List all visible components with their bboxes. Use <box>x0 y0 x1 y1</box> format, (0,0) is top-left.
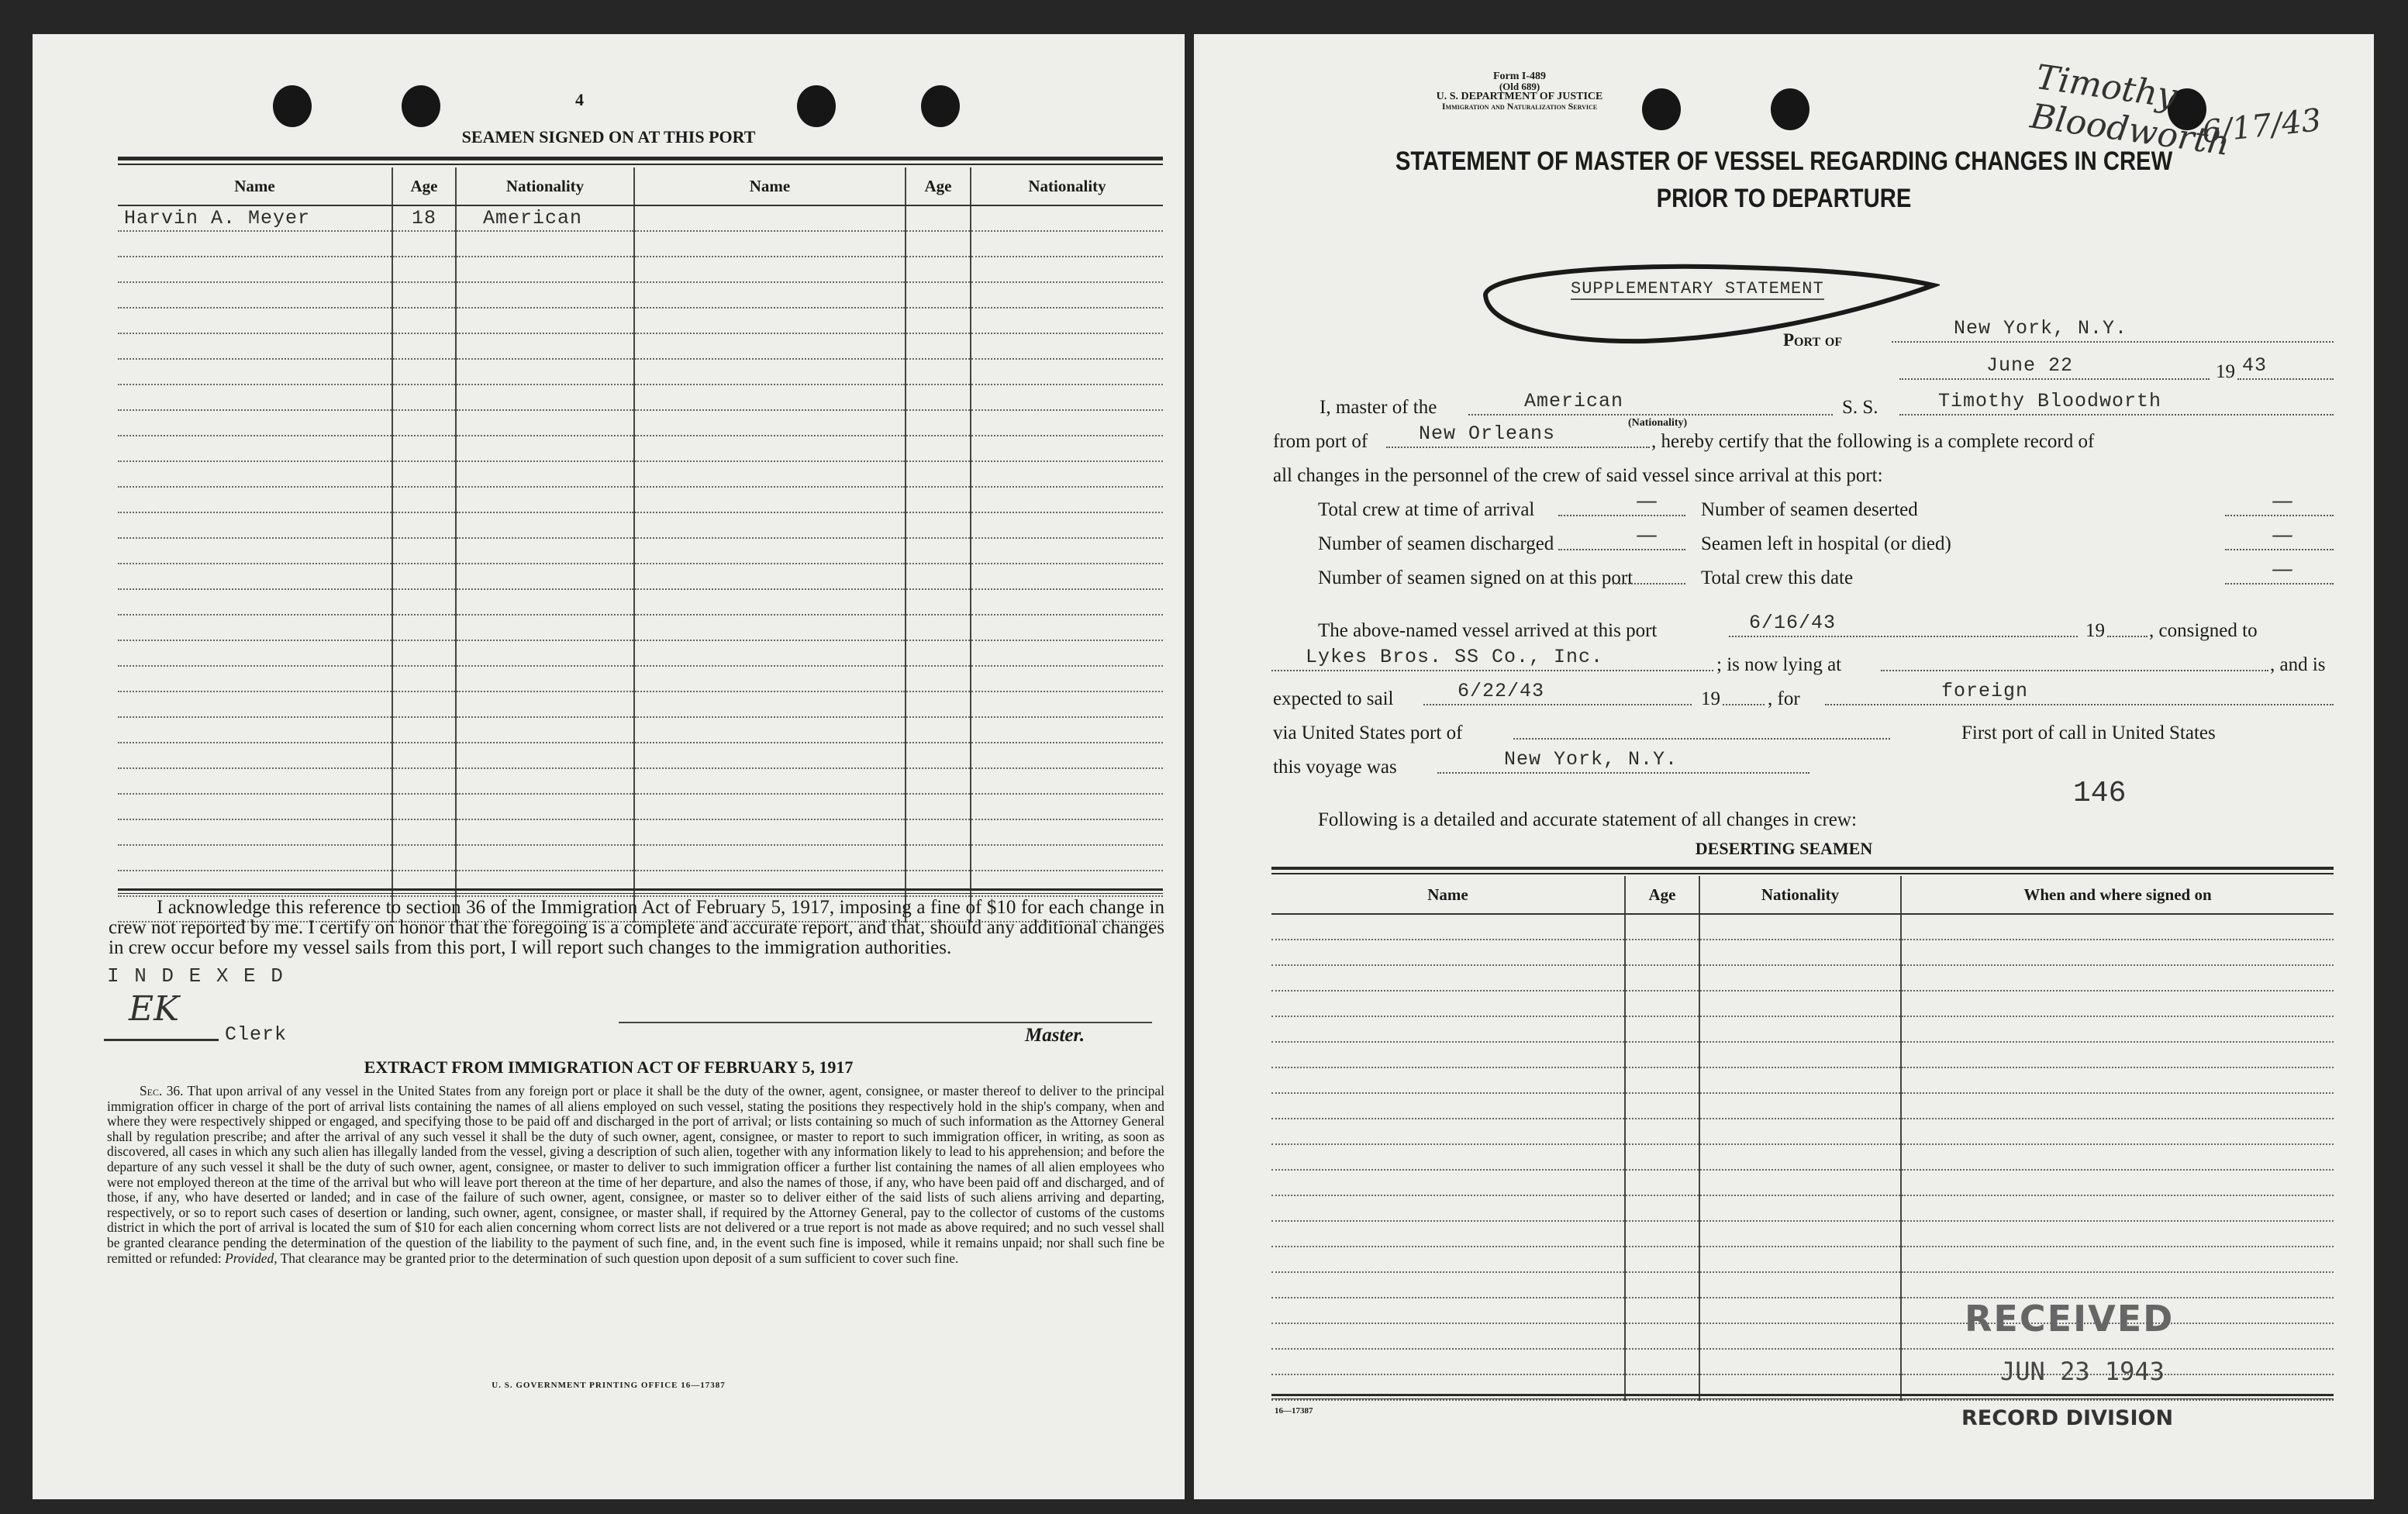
table-row <box>118 461 1163 487</box>
year-field <box>2237 355 2334 380</box>
form-title-line1: STATEMENT OF MASTER OF VESSEL REGARDING CHANGES IN CREW <box>1395 147 2173 176</box>
table-row <box>118 768 1163 794</box>
ship-name: Timothy Bloodworth <box>1938 390 2162 412</box>
nationality-field <box>1468 391 1833 416</box>
table-row <box>1271 1093 2334 1119</box>
count-stamp: 146 <box>2073 777 2127 810</box>
table-row <box>118 487 1163 512</box>
column-header-nationality: Nationality <box>456 167 634 205</box>
count-value: — <box>2272 556 2293 581</box>
port-value: New York, N.Y. <box>1954 317 2128 340</box>
table-row <box>118 538 1163 564</box>
destination-field <box>1825 681 2334 705</box>
section-label: Sec. 36. <box>140 1083 184 1098</box>
table-row <box>1271 1067 2334 1093</box>
table-row <box>1271 1298 2334 1323</box>
master-signature-line <box>619 1022 1152 1023</box>
circled-mark <box>1475 257 1940 353</box>
from-port-value: New Orleans <box>1419 422 1556 445</box>
count-field <box>2225 488 2334 516</box>
from-port-field <box>1386 423 1650 448</box>
count-label: Number of seamen deserted <box>1701 499 1918 520</box>
table-row <box>1271 1247 2334 1272</box>
port-field <box>1892 318 2334 343</box>
count-label: Seamen left in hospital (or died) <box>1701 533 1951 554</box>
title-rule <box>1271 867 2334 870</box>
count-field <box>1558 522 1685 550</box>
nationality-value: American <box>1524 390 1624 412</box>
year-prefix: 19 <box>2085 620 2105 641</box>
extract-body: That upon arrival of any vessel in the United States from any foreign port or place it shall be the duty of the owner, agent, consignee, or master thereof to deliver to the principal immigration officer in charge of the port of arrival lists containing the names of all aliens employed on such vessel, stating the positions they respectively hold in the ship's company, when and where they were respectively shipped or engaged, and specifying those to be paid off and discharged in the port of arrival; or lists containing so much of such information as the Attorney General shall by regulation prescribe; and after the arrival of any such vessel it shall be the duty of such owner, agent, consignee, or master to report to such immigration officer, in writing, as soon as discovered, all cases in which any such alien has illegally landed from the vessel, giving a description of such alien, together with any information likely to lead to his apprehension; and before the departure of any such vessel it shall be the duty of such owner, agent, consignee, or master to deliver to such immigration officer a further list containing the names of all alien employees who were not employed thereon at the time of the arrival but who will leave port thereon at the time of her departure, and also the names of those, if any, who have been paid off and discharged, and of those, if any, who have deserted or landed; and in case of the failure of such owner, agent, consignee, or master so to deliver either of the said lists of such aliens arriving and departing, respectively, or so to report such cases of desertion or landing, such owner, agent, consignee, or master shall, if required by the Attorney General, pay to the collector of customs of the customs district in which the port of arrival is located the sum of $10 for each alien concerning whom correct lists are not delivered or a true report is not made as above required; and no such vessel shall be granted clearance pending the determination of the question of the liability to the payment of such fine, and, in the event such fine is imposed, while it remains unpaid; nor shall such fine be remitted or refunded: <box>107 1083 1164 1266</box>
voyage-label: this voyage was <box>1273 757 1397 778</box>
extract-end: That clearance may be granted prior to the determination of such question upon deposit of a sum sufficient to cover such fine. <box>280 1250 959 1266</box>
sail-value: 6/22/43 <box>1458 680 1545 702</box>
table-bottom-rule <box>1271 1398 2334 1399</box>
extract-provided: Provided, <box>225 1250 278 1266</box>
count-field <box>1613 560 1685 585</box>
for-label: , for <box>1768 688 1800 709</box>
table-row <box>118 564 1163 589</box>
table-row <box>1271 1195 2334 1221</box>
deserting-table <box>1271 876 2334 1401</box>
form-old: (Old 689) <box>1499 81 1540 92</box>
table-row <box>118 257 1163 282</box>
consigned-label: , consigned to <box>2149 620 2258 641</box>
table-row <box>1271 914 2334 940</box>
column-header-nationality: Nationality <box>971 167 1163 205</box>
count-value: — <box>2272 488 2293 513</box>
count-field <box>2225 556 2334 585</box>
seaman-age: 18 <box>392 205 456 231</box>
column-header-signed-on: When and where signed on <box>1901 876 2334 914</box>
punch-hole <box>273 85 312 127</box>
table-row <box>118 512 1163 538</box>
form-number: Form I-489 <box>1492 71 1547 82</box>
nationality-caption: (Nationality) <box>1628 417 1688 429</box>
destination-value: foreign <box>1941 680 2029 702</box>
punch-hole <box>797 85 836 127</box>
page-number: 4 <box>575 90 584 109</box>
year-field <box>1723 681 1765 705</box>
seaman-nationality: American <box>456 205 634 231</box>
lying-field <box>1881 647 2268 671</box>
table-row <box>118 410 1163 436</box>
table-bottom-rule <box>118 893 1163 894</box>
ship-name-field <box>1899 391 2334 416</box>
punch-hole <box>921 85 960 127</box>
table-row <box>118 205 1163 231</box>
clerk-label: Clerk <box>225 1023 288 1046</box>
handwritten-signature: Timothy Bloodworth <box>2027 57 2233 164</box>
form-title-line2: PRIOR TO DEPARTURE <box>1656 184 1912 213</box>
year-prefix: 19 <box>2216 361 2235 382</box>
master-label: Master. <box>1025 1025 1085 1046</box>
and-is-label: , and is <box>2270 654 2326 675</box>
table-row <box>118 743 1163 768</box>
table-bottom-rule <box>1271 1394 2334 1396</box>
arrived-value: 6/16/43 <box>1749 612 1837 634</box>
deserting-title: DESERTING SEAMEN <box>1695 839 1873 858</box>
table-row <box>1271 1119 2334 1144</box>
extract-title: EXTRACT FROM IMMIGRATION ACT OF FEBRUARY 5, 1917 <box>364 1057 854 1077</box>
signed-on-table <box>118 167 1163 923</box>
ss-label: S. S. <box>1842 397 1878 418</box>
table-row <box>1271 1272 2334 1298</box>
clerk-initials: EK <box>129 989 179 1029</box>
count-label: Number of seamen discharged <box>1318 533 1554 554</box>
service: Immigration and Naturalization Service <box>1441 101 1598 112</box>
table-row <box>1271 965 2334 991</box>
expected-label: expected to sail <box>1273 688 1394 709</box>
received-stamp: RECEIVED <box>1965 1298 2175 1340</box>
date-field <box>1899 355 2210 380</box>
via-field <box>1513 715 1890 740</box>
column-header-name: Name <box>634 167 906 205</box>
table-row <box>118 691 1163 717</box>
table-row <box>118 436 1163 461</box>
year-value: 43 <box>2242 354 2268 377</box>
table-row <box>118 640 1163 666</box>
form-title <box>1277 143 2292 217</box>
first-port-label: First port of call in United States <box>1961 723 2216 743</box>
table-row <box>118 385 1163 410</box>
table-row <box>118 666 1163 691</box>
signed-on-title: SEAMEN SIGNED ON AT THIS PORT <box>461 127 756 147</box>
punch-hole <box>402 85 440 127</box>
table-row <box>118 333 1163 359</box>
count-label: Total crew this date <box>1701 567 1854 588</box>
arrived-field <box>1729 612 2078 637</box>
table-row <box>1271 1042 2334 1067</box>
indexed-stamp: I N D E X E D <box>107 964 285 988</box>
column-header-age: Age <box>392 167 456 205</box>
consignee-value: Lykes Bros. SS Co., Inc. <box>1306 646 1604 668</box>
title-rule <box>118 157 1163 160</box>
certify-text2: all changes in the personnel of the crew of said vessel since arrival at this port: <box>1273 465 1883 486</box>
table-row <box>118 794 1163 819</box>
year-field <box>2107 612 2148 637</box>
table-row <box>1271 1349 2334 1374</box>
table-bottom-rule <box>118 888 1163 891</box>
table-row <box>118 717 1163 743</box>
table-row <box>118 231 1163 257</box>
table-row <box>1271 940 2334 965</box>
count-field <box>1558 488 1685 516</box>
table-row <box>118 308 1163 333</box>
table-row <box>1271 1323 2334 1349</box>
clerk-line <box>104 1039 219 1041</box>
table-row <box>118 359 1163 385</box>
left-page <box>33 34 1185 1499</box>
table-row <box>1271 991 2334 1016</box>
column-header-nationality: Nationality <box>1699 876 1901 914</box>
lying-label: ; is now lying at <box>1716 654 1842 675</box>
port-label: Port of <box>1783 330 1843 350</box>
table-row <box>118 845 1163 871</box>
acknowledgment-text: I acknowledge this reference to section 36 of the Immigration Act of February 5, 1917, imposing a fine of $10 for each change in crew not reported by me. I certify on honor that the foregoing is a complete and accurate report, and that, should any additional changes in crew occur before my vessel sails from this port, I will report such changes to the immigration authorities. <box>109 897 1164 958</box>
form-code: 16—17387 <box>1275 1406 1313 1416</box>
from-port-label: from port of <box>1273 431 1368 452</box>
handwritten-date: 6/17/43 <box>2200 102 2323 150</box>
table-row <box>1271 1374 2334 1400</box>
count-label: Number of seamen signed on at this port <box>1318 567 1634 588</box>
consignee-field <box>1271 647 1713 671</box>
table-row <box>118 819 1163 845</box>
punch-hole <box>1771 88 1809 130</box>
column-header-name: Name <box>118 167 392 205</box>
table-row <box>1271 1170 2334 1195</box>
seaman-name: Harvin A. Meyer <box>118 205 392 231</box>
count-value: — <box>1636 522 1658 547</box>
count-value: — <box>2272 522 2293 547</box>
count-value: — <box>1636 488 1658 513</box>
voyage-field <box>1437 749 1809 774</box>
title-rule <box>118 164 1163 165</box>
table-row <box>118 589 1163 615</box>
received-date: JUN 23 1943 <box>2000 1357 2165 1386</box>
department: U. S. DEPARTMENT OF JUSTICE <box>1436 91 1603 102</box>
title-rule <box>1271 873 2334 874</box>
via-label: via United States port of <box>1273 723 1463 743</box>
table-row <box>118 282 1163 308</box>
column-header-name: Name <box>1271 876 1625 914</box>
table-row <box>1271 1144 2334 1170</box>
year-prefix: 19 <box>1701 688 1720 709</box>
certify-text: , hereby certify that the following is a complete record of <box>1651 431 2095 452</box>
column-header-age: Age <box>906 167 971 205</box>
column-header-age: Age <box>1625 876 1699 914</box>
right-page <box>1194 34 2374 1499</box>
arrived-label: The above-named vessel arrived at this port <box>1318 620 1658 641</box>
count-field <box>2225 522 2334 550</box>
record-division-stamp: RECORD DIVISION <box>1961 1406 2174 1430</box>
following-label: Following is a detailed and accurate statement of all changes in crew: <box>1318 809 1857 830</box>
date-value: June 22 <box>1986 354 2074 377</box>
count-label: Total crew at time of arrival <box>1318 499 1535 520</box>
form-header <box>1349 71 1690 112</box>
first-port-value: New York, N.Y. <box>1504 748 1678 771</box>
extract-text <box>107 1084 1164 1266</box>
table-row <box>1271 1016 2334 1042</box>
printing-office-note: U. S. GOVERNMENT PRINTING OFFICE 16—17387 <box>492 1381 726 1390</box>
table-row <box>1271 1221 2334 1247</box>
sail-field <box>1423 681 1692 705</box>
supplementary-statement: SUPPLEMENTARY STATEMENT <box>1571 279 1824 298</box>
master-of-label: I, master of the <box>1320 397 1437 418</box>
table-row <box>118 615 1163 640</box>
